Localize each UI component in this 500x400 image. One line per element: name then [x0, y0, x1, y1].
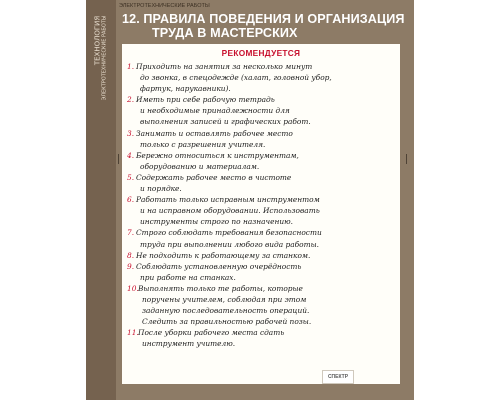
title-line-1: 12. ПРАВИЛА ПОВЕДЕНИЯ И ОРГАНИЗАЦИЯ	[122, 12, 405, 26]
rule-item	[127, 261, 396, 283]
rule-text	[136, 150, 396, 172]
rule-text-line: при работе на станках.	[140, 272, 236, 282]
rule-text	[136, 250, 396, 261]
rule-item	[127, 327, 396, 349]
rule-text-line: Приходить на занятия за несколько минут	[136, 62, 313, 71]
rule-number: 10.	[127, 283, 139, 293]
poster	[86, 0, 414, 400]
sidebar-subject: ТЕХНОЛОГИЯ	[93, 15, 101, 65]
rule-text	[136, 61, 396, 94]
rule-text-line: выполнения записей и графических работ.	[140, 117, 311, 127]
rule-text-line: Выполнять только те работы, которые	[138, 283, 303, 293]
rule-number: 1.	[127, 62, 135, 71]
rule-text	[136, 94, 396, 127]
rule-number: 4.	[127, 150, 135, 160]
rule-text-line: Бережно относиться к инструментам,	[136, 150, 299, 160]
rule-number: 3.	[127, 128, 135, 138]
rule-text-line: и на исправном оборудовании. Использовать	[140, 206, 320, 216]
rule-number: 5.	[127, 172, 135, 182]
rule-text	[136, 261, 396, 283]
rule-text-line: и порядке.	[140, 184, 182, 194]
rule-text	[136, 194, 396, 227]
rule-text-line: Содержать рабочее место в чистоте	[136, 172, 292, 182]
rule-text-line: инструмент учителю.	[142, 339, 236, 349]
rules-list	[122, 61, 400, 349]
rule-item	[127, 94, 396, 127]
rule-text-line: труда при выполнении любого вида работы.	[140, 239, 319, 249]
rule-text-line: оборудованию и материалам.	[140, 161, 260, 171]
rule-number: 2.	[127, 95, 135, 105]
edge-mark-right	[406, 154, 407, 164]
sidebar-series: ЭЛЕКТРОТЕХНИЧЕСКИЕ РАБОТЫ	[101, 15, 107, 100]
rule-text	[136, 227, 396, 249]
rule-text-line: Работать только исправным инструментом	[136, 195, 320, 205]
rule-item	[127, 283, 396, 327]
rule-number: 7.	[127, 228, 135, 238]
rule-text	[136, 172, 396, 194]
rule-number: 8.	[127, 250, 135, 260]
rule-number: 9.	[127, 261, 135, 271]
publisher-logo-text: СПЕКТР	[327, 374, 349, 380]
rule-number: 6.	[127, 195, 135, 205]
sidebar-text	[87, 10, 115, 105]
rule-text	[138, 327, 396, 349]
rule-item	[127, 128, 396, 150]
poster-title	[122, 12, 408, 40]
rule-text-line: Следить за правильностью рабочей позы.	[142, 317, 312, 327]
title-line-2: ТРУДА В МАСТЕРСКИХ	[152, 26, 298, 40]
rule-text-line: Иметь при себе рабочую тетрадь	[136, 95, 275, 105]
poster-sidebar	[86, 0, 116, 400]
rule-text-line: Не подходить к работающему за станком.	[136, 250, 311, 260]
rule-text-line: После уборки рабочего места сдать	[138, 328, 285, 338]
rule-text-line: заданную последовательность операций.	[142, 306, 310, 316]
rule-item	[127, 227, 396, 249]
publisher-logo	[322, 370, 354, 384]
rule-text-line: Соблюдать установленную очерёдность	[136, 261, 302, 271]
rule-text-line: Строго соблюдать требования безопасности	[136, 228, 322, 238]
rule-item	[127, 250, 396, 261]
rule-text-line: инструменты строго по назначению.	[140, 217, 293, 227]
rule-text-line: фартук, нарукавники).	[140, 84, 231, 94]
rule-number: 11.	[127, 328, 139, 338]
edge-mark-left	[118, 154, 119, 164]
rule-text-line: до звонка, в спецодежде (халат, головной убор,	[140, 73, 332, 83]
rule-item	[127, 150, 396, 172]
rule-text-line: поручены учителем, соблюдая при этом	[142, 294, 307, 304]
section-label: ЭЛЕКТРОТЕХНИЧЕСКИЕ РАБОТЫ	[119, 3, 210, 9]
rule-text-line: Занимать и оставлять рабочее место	[136, 128, 293, 138]
panel-heading: РЕКОМЕНДУЕТСЯ	[221, 48, 301, 58]
rule-text-line: и необходимые принадлежности для	[140, 106, 290, 116]
rule-item	[127, 172, 396, 194]
rule-text	[138, 283, 396, 327]
rule-text	[136, 128, 396, 150]
rule-item	[127, 61, 396, 94]
rule-text-line: только с разрешения учителя.	[140, 139, 266, 149]
rules-panel	[122, 44, 400, 384]
rule-item	[127, 194, 396, 227]
